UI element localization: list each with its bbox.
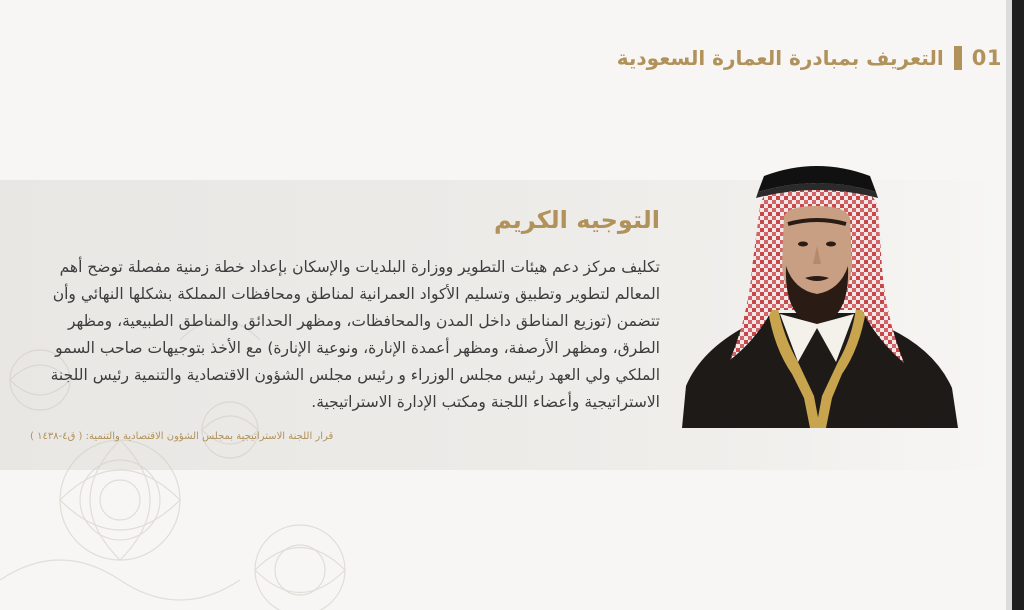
decision-reference: قرار اللجنة الاستراتيجية بمجلس الشؤون الاقتصادية والتنمية: ( ق٤-١٤٣٨ ) (30, 431, 334, 442)
page-edge (1006, 0, 1024, 610)
section-number: 01 (971, 46, 1002, 70)
directive-body: تكليف مركز دعم هيئات التطوير ووزارة البلديات والإسكان بإعداد خطة زمنية مفصلة توضح أهم المعالم لتطوير وتطبيق وتسليم الأكواد العمرانية لمناطق ومحافظات المملكة بشكلها النهائي وأن تتضمن (توزيع المناطق داخل المدن والمحافظات، ومظهر الحدائق والمناطق الطبيعية، ومظهر الطرق، ومظهر الأرصفة، ومظهر أعمدة الإنارة، ونوعية الإنارة) مع الأخذ بتوجيهات صاحب السمو الملكي ولي العهد رئيس مجلس الوزراء و رئيس مجلس الشؤون الاقتصادية والتنمية رئيس اللجنة الاستراتيجية وأعضاء اللجنة ومكتب الإدارة الاستراتيجية. (50, 258, 660, 411)
section-title: التعريف بمبادرة العمارة السعودية (616, 46, 944, 70)
directive-heading: التوجيه الكريم (493, 206, 660, 234)
portrait-photo (672, 148, 962, 428)
directive-text (30, 200, 660, 416)
section-bar (954, 46, 962, 70)
section-header (617, 40, 1002, 76)
